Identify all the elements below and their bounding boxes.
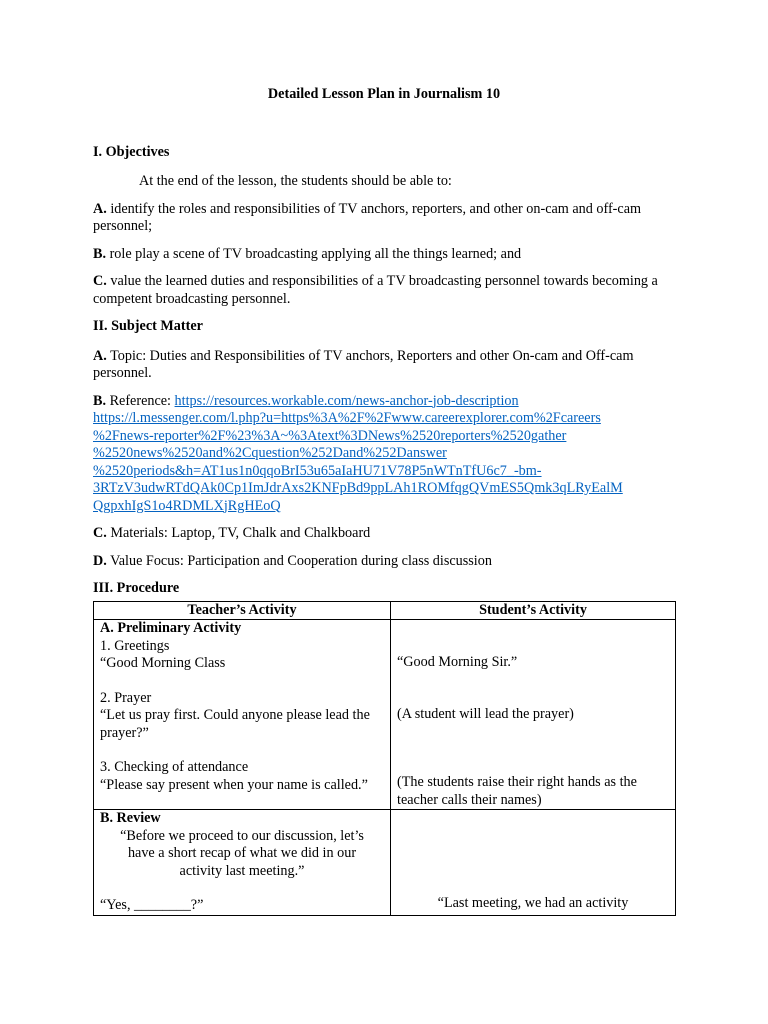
materials bbox=[93, 525, 675, 543]
objective-b bbox=[93, 246, 675, 264]
topic-letter: A. bbox=[93, 347, 107, 364]
topic-text: Topic: Duties and Responsibilities of TV anchors, Reporters and other On-cam and Off-cam personnel. bbox=[93, 347, 634, 381]
procedure-heading: III. Procedure bbox=[93, 580, 180, 596]
prayer-student: (A student will lead the prayer) bbox=[397, 705, 574, 722]
prayer-teacher: “Let us pray first. Could anyone please lead the prayer?” bbox=[100, 707, 370, 741]
page-title: Detailed Lesson Plan in Journalism 10 bbox=[267, 86, 501, 102]
prayer-label: 2. Prayer bbox=[100, 689, 152, 706]
topic bbox=[93, 348, 675, 383]
student-activity-header: Student’s Activity bbox=[391, 601, 676, 620]
objective-a-text: identify the roles and responsibilities of TV anchors, reporters, and other on-cam and off-cam personnel; bbox=[93, 200, 642, 234]
reference-link-line: https://l.messenger.com/l.php?u=https%3A%2F%2Fwww.careerexplorer.com%2Fcareers bbox=[93, 410, 601, 426]
objectives-intro: At the end of the lesson, the students should be able to: bbox=[139, 173, 452, 189]
value-focus-letter: D. bbox=[93, 552, 107, 569]
teacher-review-cell bbox=[94, 810, 391, 916]
reference-link-messenger[interactable] bbox=[93, 410, 675, 515]
materials-text: Materials: Laptop, TV, Chalk and Chalkboard bbox=[106, 525, 371, 541]
attendance-teacher: “Please say present when your name is called.” bbox=[100, 776, 368, 793]
student-review-cell bbox=[391, 810, 676, 916]
procedure-table bbox=[93, 601, 676, 916]
reference-link-line: QgpxhIgS1o4RDMLXjRgHEoQ bbox=[93, 497, 281, 514]
teacher-activity-header: Teacher’s Activity bbox=[94, 601, 391, 620]
objective-b-letter: B. bbox=[93, 245, 107, 262]
reference-link-line: %2520periods&h=AT1us1n0qqoBrI53u65aIaHU71V78P5nWTnTfU6c7_-bm- bbox=[93, 462, 542, 479]
reference-link-line: %2520news%2520and%2Cquestion%252Dand%252Danswer bbox=[93, 445, 447, 461]
subject-matter-heading: II. Subject Matter bbox=[93, 318, 203, 334]
student-preliminary-cell bbox=[391, 620, 676, 810]
table-row bbox=[94, 620, 676, 810]
greetings-student: “Good Morning Sir.” bbox=[397, 654, 518, 670]
objective-a bbox=[93, 201, 675, 236]
objective-b-text: role play a scene of TV broadcasting applying all the things learned; and bbox=[106, 245, 522, 262]
objectives-heading: I. Objectives bbox=[93, 143, 170, 160]
reference-label: Reference: bbox=[106, 392, 175, 409]
table-row bbox=[94, 810, 676, 916]
objective-a-letter: A. bbox=[93, 200, 107, 217]
review-teacher-prompt: “Yes, ________?” bbox=[100, 897, 204, 913]
reference-link-line: %2Fnews-reporter%2F%23%3A~%3Atext%3DNews%2520reporters%2520gather bbox=[93, 427, 567, 444]
reference-letter: B. bbox=[93, 392, 107, 409]
review-teacher: “Before we proceed to our discussion, let’s have a short recap of what we did in our activity last meeting.” bbox=[120, 827, 364, 879]
preliminary-activity-heading: A. Preliminary Activity bbox=[100, 620, 242, 636]
greetings-teacher: “Good Morning Class bbox=[100, 655, 226, 671]
objective-c-text: value the learned duties and responsibilities of a TV broadcasting personnel towards becoming a competent broadcasting personnel. bbox=[93, 273, 658, 307]
reference-link-line: 3RTzV3udwRTdQAk0Cp1ImJdrAxs2KNFpBd9ppLAh1ROMfqgQVmES5Qmk3qLRyEalM bbox=[93, 480, 623, 496]
objective-c bbox=[93, 273, 675, 308]
reference bbox=[93, 393, 675, 516]
greetings-label: 1. Greetings bbox=[100, 637, 170, 654]
value-focus-text: Value Focus: Participation and Cooperation during class discussion bbox=[106, 552, 492, 569]
table-header-row bbox=[94, 601, 676, 620]
attendance-student: (The students raise their right hands as the teacher calls their names) bbox=[397, 774, 637, 808]
teacher-preliminary-cell bbox=[94, 620, 391, 810]
review-student: “Last meeting, we had an activity bbox=[437, 895, 629, 911]
objective-c-letter: C. bbox=[93, 273, 107, 289]
attendance-label: 3. Checking of attendance bbox=[100, 759, 249, 775]
reference-link-workable[interactable]: https://resources.workable.com/news-anchor-job-description bbox=[174, 392, 519, 409]
materials-letter: C. bbox=[93, 525, 107, 541]
review-heading: B. Review bbox=[100, 810, 161, 826]
value-focus bbox=[93, 553, 675, 571]
